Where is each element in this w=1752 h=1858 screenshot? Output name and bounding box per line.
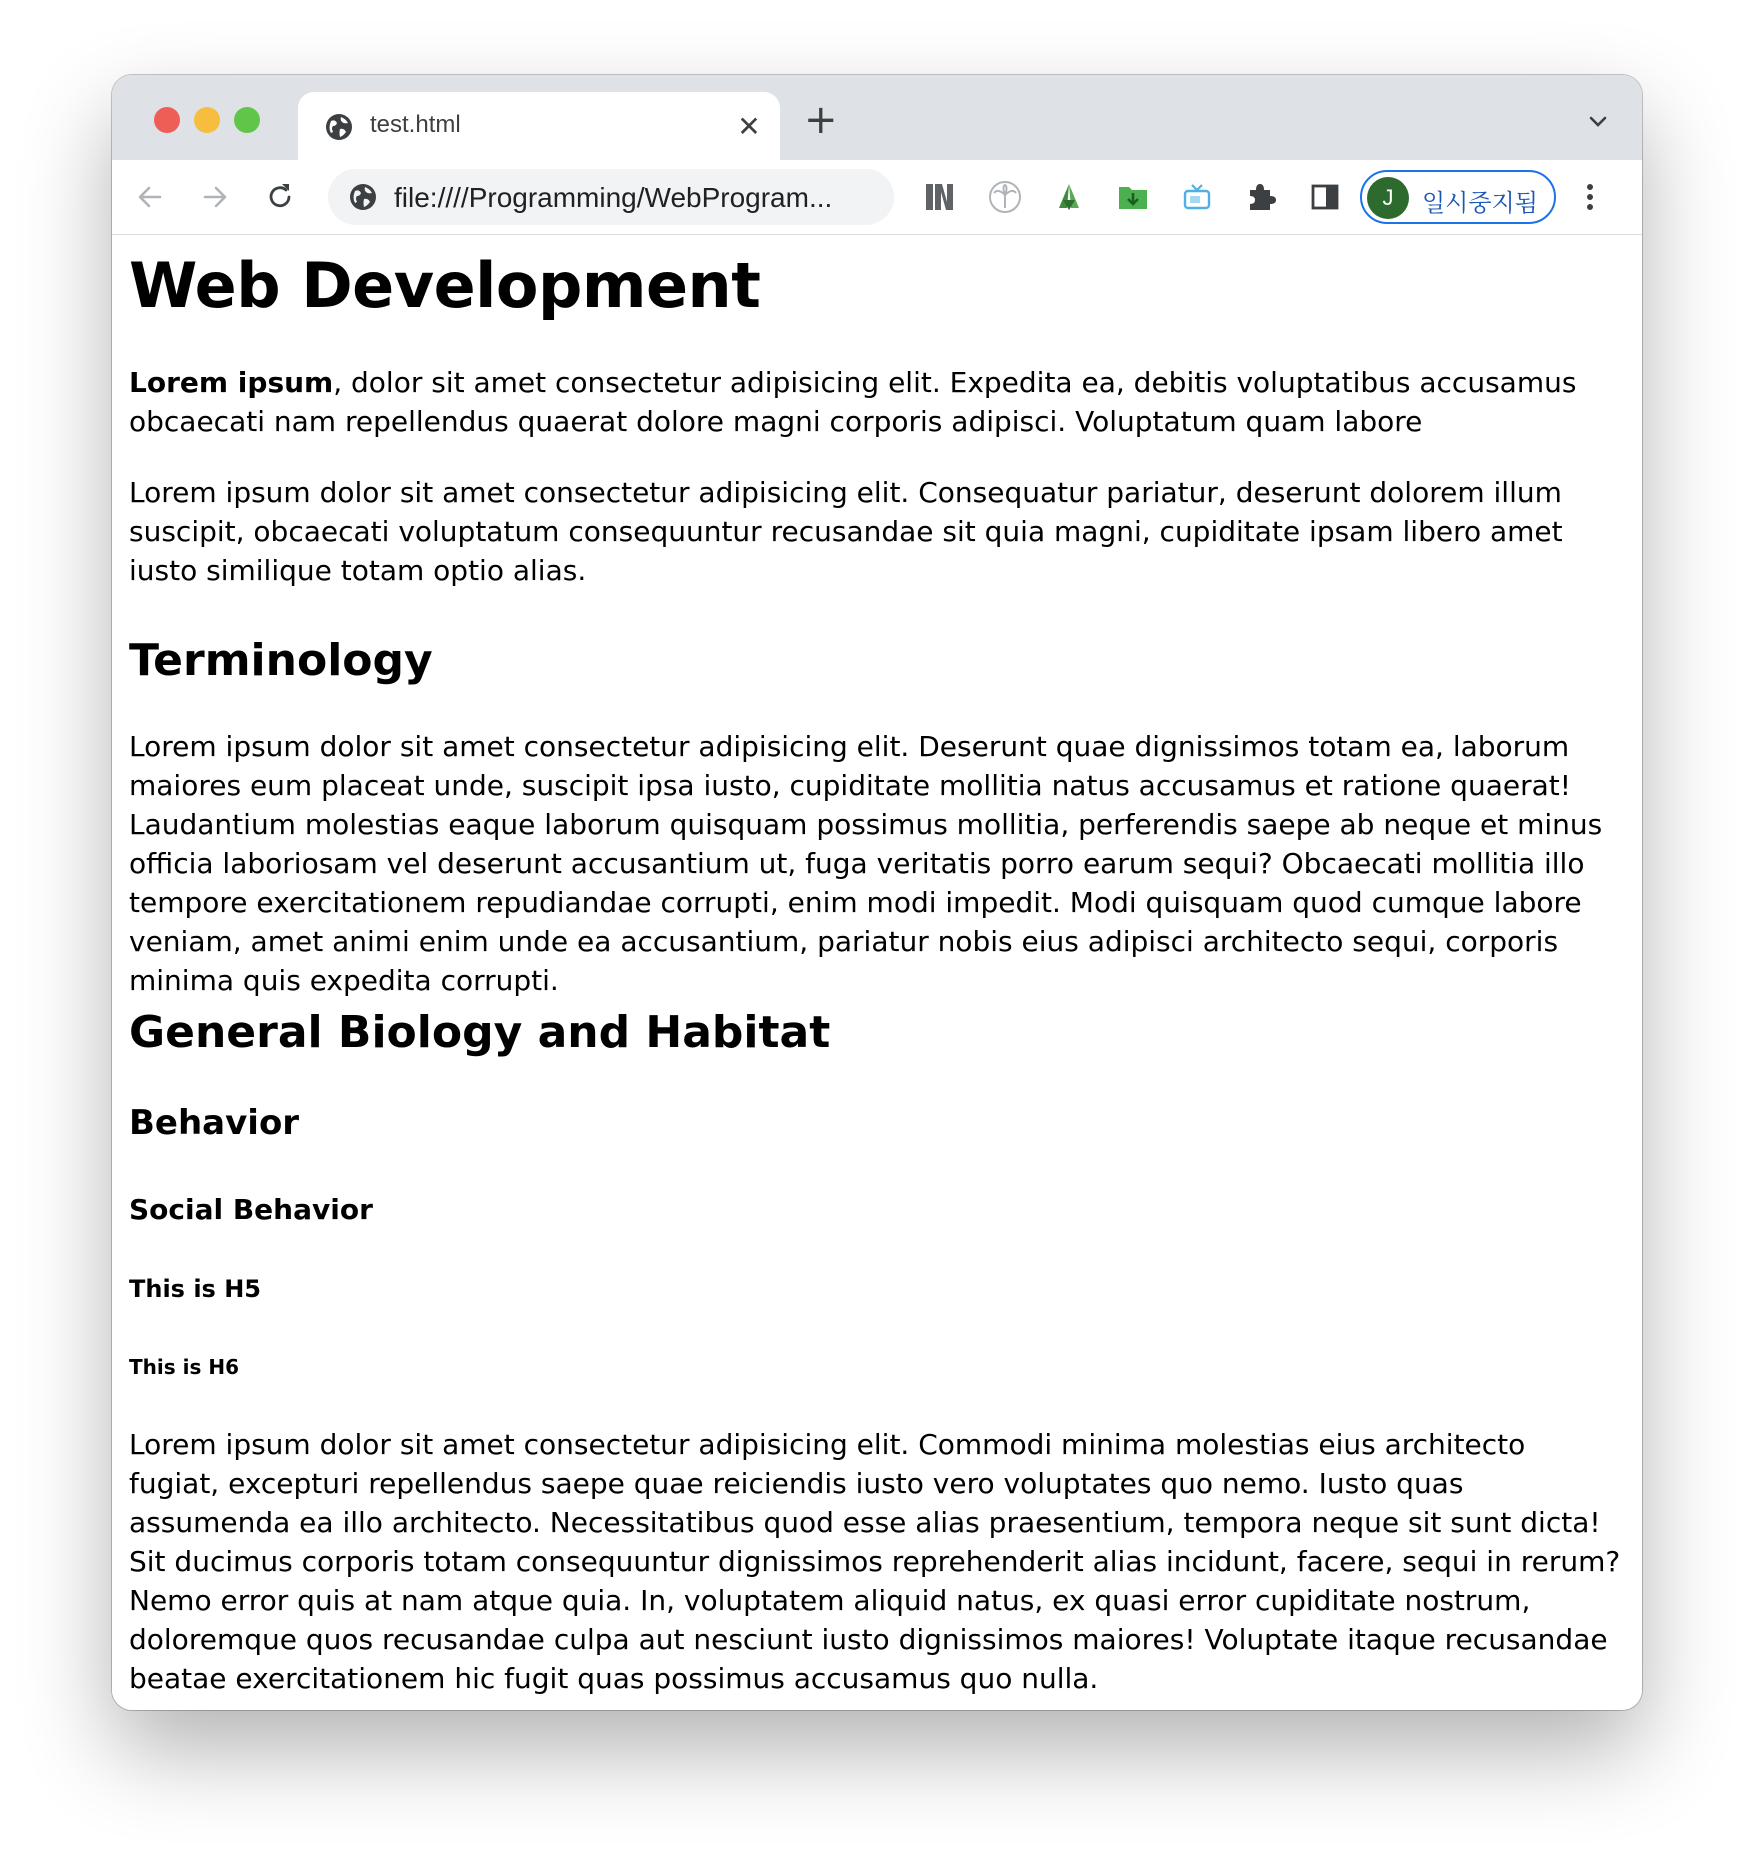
arrow-right-icon[interactable]: [197, 179, 233, 215]
reload-icon[interactable]: [262, 179, 298, 215]
extension-n-logo-icon[interactable]: [922, 178, 960, 216]
address-bar[interactable]: [328, 169, 894, 225]
puzzle-icon[interactable]: [1242, 178, 1280, 216]
heading-h5: This is H5: [129, 1275, 261, 1303]
intro-bold-text: Lorem ipsum: [129, 366, 334, 399]
intro-text: , dolor sit amet consectetur adipisicing elit. Expedita ea, debitis voluptatibus accusamus obcaecati nam repellendus quaerat dolore magni corporis adipisci. Voluptatum quam labore: [129, 366, 1577, 438]
page-title: Web Development: [129, 249, 761, 322]
final-paragraph: Lorem ipsum dolor sit amet consectetur adipisicing elit. Commodi minima molestias eius architecto fugiat, excepturi repellendus saepe quae reiciendis iusto vero voluptates quo nemo. Iusto quas assumenda ea illo architecto. Necessitatibus quod esse alias praesentium, tempora neque sit sunt dicta! Sit ducimus corporis totam consequuntur dignissimos reprehenderit alias incidunt, facere, sequi in rerum? Nemo error quis at nam atque quia. In, voluptatem aliquid natus, ex quasi error cupiditate nostrum, doloremque quos recusandae culpa aut nesciunt iusto dignissimos maiores! Voluptate itaque recusandae beatae exercitationem hic fugit quas possimus accusamus quo nulla.: [129, 1428, 1621, 1695]
heading-terminology: Terminology: [129, 635, 433, 686]
extension-palm-icon[interactable]: [986, 178, 1024, 216]
close-window-button[interactable]: [154, 107, 180, 133]
arrow-left-icon[interactable]: [132, 179, 168, 215]
heading-behavior: Behavior: [129, 1103, 300, 1143]
tab-strip: [112, 75, 1642, 160]
page-viewport: [112, 235, 1642, 1710]
tab-title: test.html: [370, 111, 461, 138]
site-info-globe-icon[interactable]: [348, 182, 378, 212]
browser-window: [112, 75, 1642, 1710]
globe-icon: [324, 112, 354, 142]
extension-tv-icon[interactable]: [1178, 178, 1216, 216]
minimize-window-button[interactable]: [194, 107, 220, 133]
avatar: J: [1367, 177, 1409, 219]
heading-social-behavior: Social Behavior: [129, 1193, 373, 1226]
tab-test-html[interactable]: [298, 92, 780, 160]
maximize-window-button[interactable]: [234, 107, 260, 133]
profile-button[interactable]: [1360, 170, 1556, 224]
tab-close-icon[interactable]: ✕: [737, 110, 761, 143]
kebab-menu-icon[interactable]: [1580, 178, 1600, 216]
second-paragraph: Lorem ipsum dolor sit amet consectetur adipisicing elit. Consequatur pariatur, deserunt dolorem illum suscipit, obcaecati voluptatum consequuntur recusandae sit quia magni, cupiditate ipsam libero amet iusto similique totam optio alias.: [129, 476, 1563, 587]
terminology-paragraph: Lorem ipsum dolor sit amet consectetur adipisicing elit. Deserunt quae dignissimos totam ea, laborum maiores eum placeat unde, suscipit ipsa iusto, cupiditate mollitia natus accusamus et ratione quaerat! Laudantium molestias eaque laborum quisquam possimus mollitia, perferendis saepe ab neque et minus officia laboriosam vel deserunt accusantium ut, fuga veritatis porro earum sequi? Obcaecati mollitia illo tempore exercitationem repudiandae corrupti, enim modi impedit. Modi quisquam quod cumque labore veniam, amet animi enim unde ea accusantium, pariatur nobis eius adipisci architecto sequi, corporis minima quis expedita corrupti.: [129, 730, 1603, 997]
extension-download-folder-icon[interactable]: [1114, 178, 1152, 216]
chevron-down-icon[interactable]: [1584, 107, 1612, 135]
new-tab-button[interactable]: +: [804, 97, 838, 143]
profile-status-label: 일시중지됨: [1422, 189, 1538, 217]
side-panel-icon[interactable]: [1306, 178, 1344, 216]
intro-paragraph: [129, 363, 1624, 441]
extension-green-leaf-icon[interactable]: [1050, 178, 1088, 216]
heading-h6: This is H6: [129, 1355, 239, 1379]
url-text[interactable]: file:////Programming/WebProgram...: [394, 182, 833, 213]
heading-general-biology: General Biology and Habitat: [129, 1007, 831, 1058]
browser-toolbar: [112, 160, 1642, 235]
